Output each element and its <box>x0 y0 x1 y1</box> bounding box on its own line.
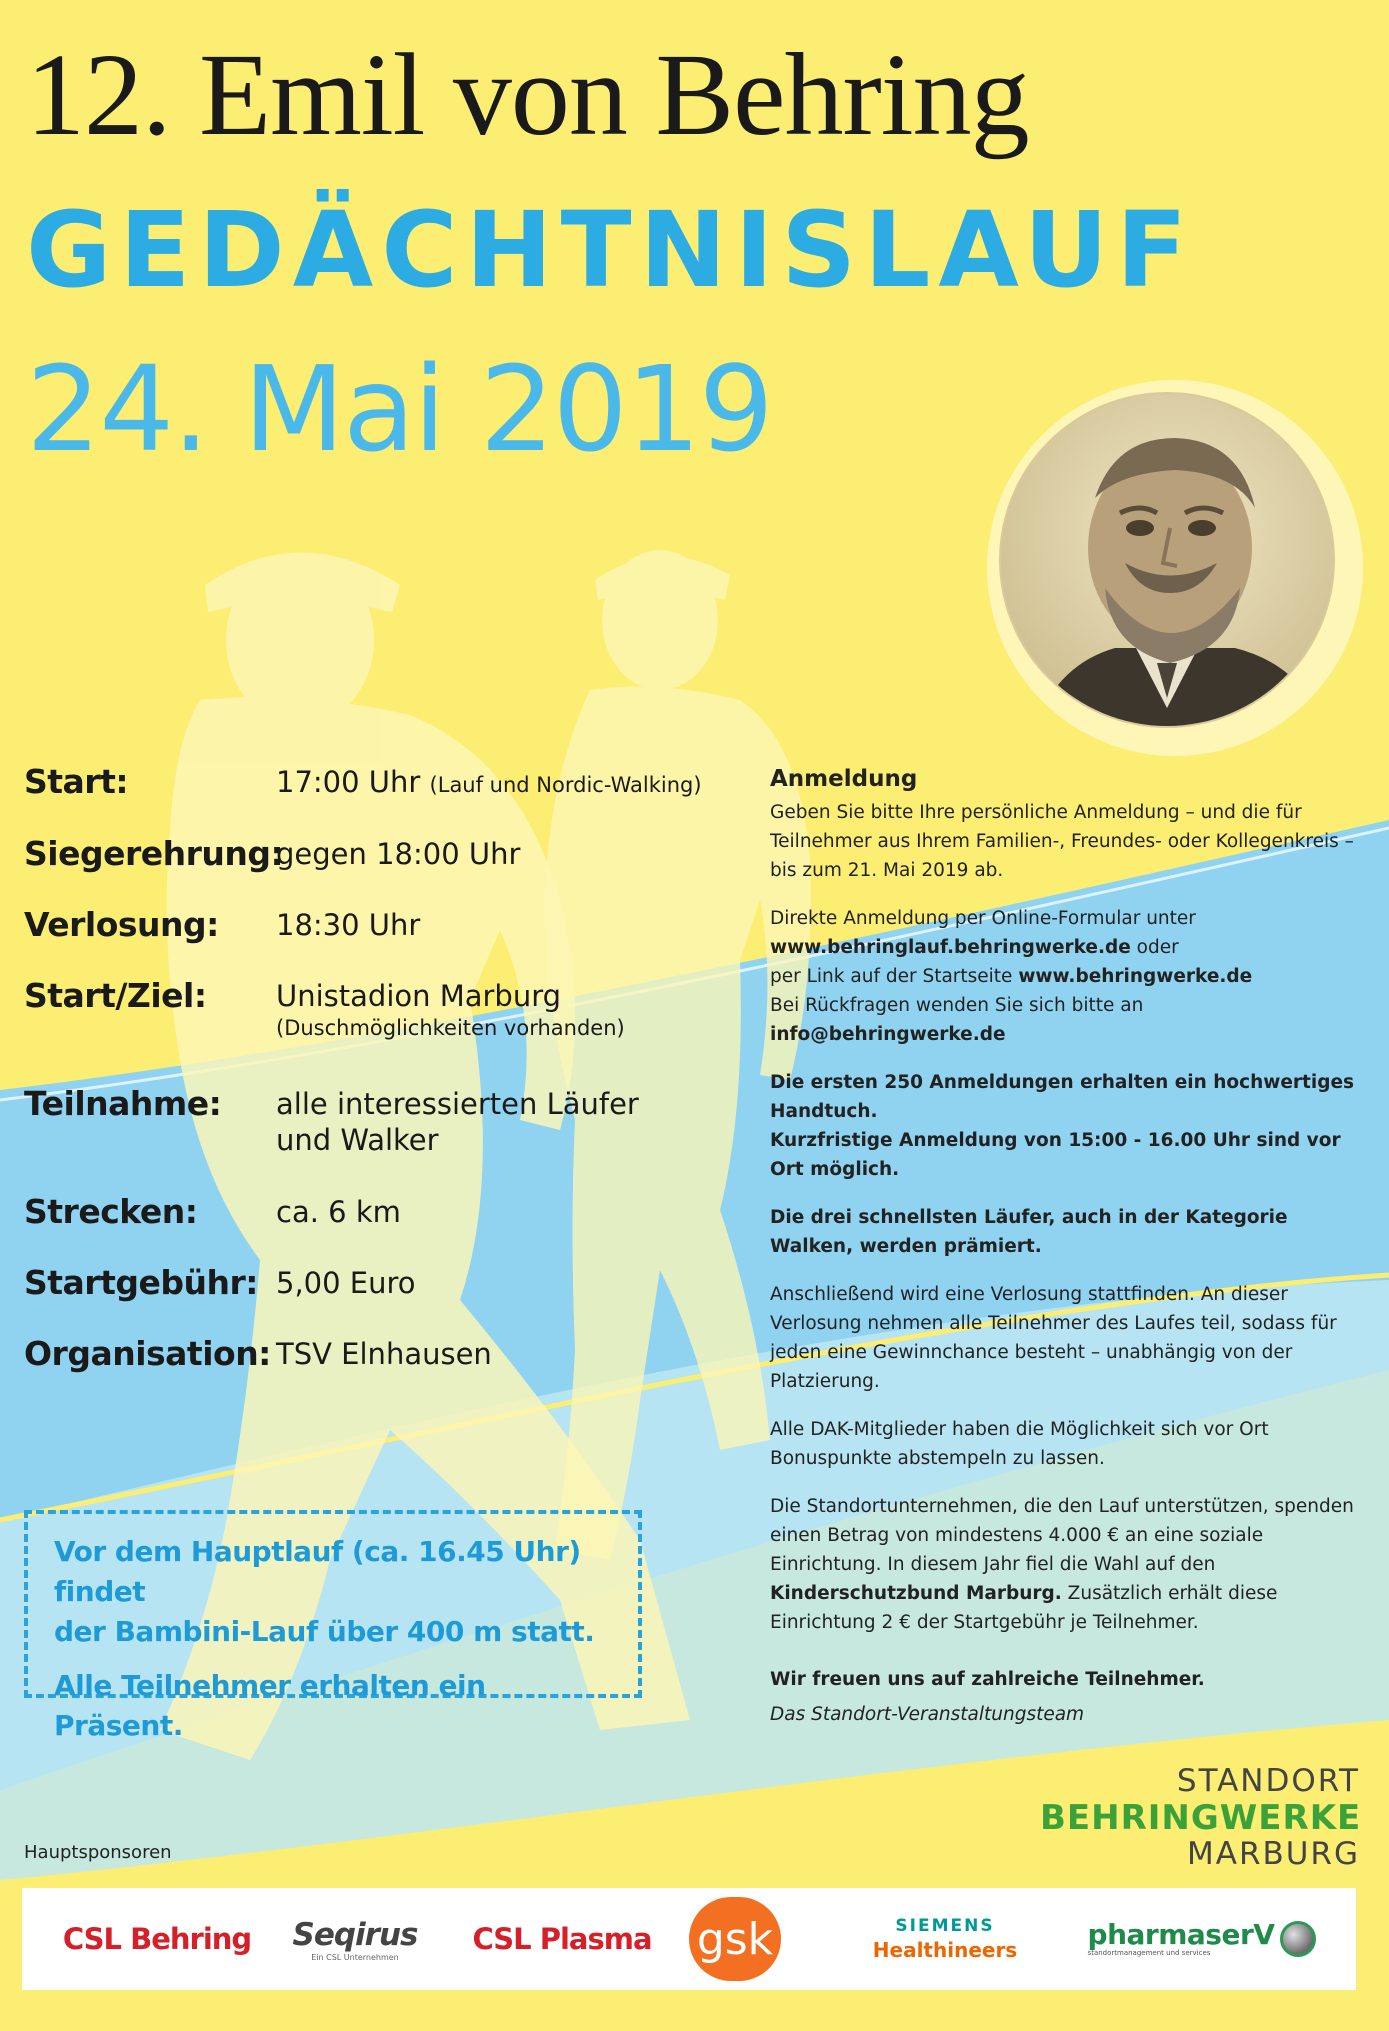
fact-label: Start: <box>24 762 129 801</box>
venue-note: (Duschmöglichkeiten vorhanden) <box>276 1016 625 1040</box>
info-paragraph: Geben Sie bitte Ihre persönliche Anmeldung – und die für Teilnehmer aus Ihrem Familien-, Freundes- oder Kollegenkreis – bis zum 21. Mai 2019 ab. <box>770 802 1354 881</box>
info-paragraph-links <box>770 904 1375 1049</box>
awards-note: Die drei schnellsten Läufer, auch in der Kategorie Walken, werden prämiert. <box>770 1207 1288 1257</box>
pharmaserv-subtitle: standortmanagement und services <box>1087 1948 1211 1957</box>
notice-line: Vor dem Hauptlauf (ca. 16.45 Uhr) findet <box>54 1535 581 1608</box>
info-paragraph: Anschließend wird eine Verlosung stattfinden. An dieser Verlosung nehmen alle Teilnehmer des Laufes teil, sodass für jeden eine Gewinnchance besteht – unabhängig von der Platzierung. <box>770 1284 1337 1392</box>
fact-label: Start/Ziel: <box>24 976 207 1015</box>
standort-line: STANDORT <box>1176 1763 1360 1799</box>
fact-label: Organisation: <box>24 1334 271 1373</box>
portrait-medallion <box>985 378 1365 758</box>
fact-label: Startgebühr: <box>24 1263 258 1302</box>
fact-label: Siegerehrung: <box>24 834 284 873</box>
siemens-healthineers-logo <box>840 1888 1050 1990</box>
sponsor-logo-bar <box>22 1888 1356 1990</box>
start-time: 17:00 Uhr <box>276 765 421 799</box>
info-paragraph: Alle DAK-Mitglieder haben die Möglichkeit sich vor Ort Bonuspunkte abstempeln zu lassen. <box>770 1419 1269 1469</box>
registration-heading: Anmeldung <box>770 766 918 792</box>
csl-behring-logo: CSL Behring <box>62 1922 252 1956</box>
closing-line <box>770 1665 1375 1694</box>
towel-note: Die ersten 250 Anmeldungen erhalten ein hochwertiges Handtuch. <box>770 1072 1354 1122</box>
gsk-badge: gsk <box>689 1897 781 1981</box>
info-text: Direkte Anmeldung per Online-Formular unter <box>770 908 1196 929</box>
homepage-url-link[interactable]: www.behringwerke.de <box>1018 966 1253 987</box>
start-note: (Lauf und Nordic-Walking) <box>429 773 702 797</box>
signature-line <box>770 1700 1375 1729</box>
bambini-notice-box <box>24 1510 642 1742</box>
fact-label: Verlosung: <box>24 905 219 944</box>
fact-value: 18:30 Uhr <box>276 908 421 942</box>
fact-value: gegen 18:00 Uhr <box>276 837 521 871</box>
registration-url-link[interactable]: www.behringlauf.behringwerke.de <box>770 937 1131 958</box>
info-text: Bei Rückfragen wenden Sie sich bitte an <box>770 995 1144 1016</box>
charity-name: Kinderschutzbund Marburg. <box>770 1583 1062 1604</box>
info-text: Die Standortunternehmen, die den Lauf unterstützen, spenden einen Betrag von mindestens 4.000 € an eine soziale Einrichtung. In diesem Jahr fiel die Wahl auf den <box>770 1496 1354 1575</box>
info-paragraph-bold <box>770 1203 1375 1261</box>
fact-value <box>276 1086 736 1158</box>
participants-line1: alle interessierten Läufer <box>276 1087 639 1121</box>
registration-info <box>770 762 1375 1748</box>
signature-text: Das Standort-Veranstaltungsteam <box>770 1704 1085 1725</box>
late-registration-note: Kurzfristige Anmeldung von 15:00 - 16.00 Uhr sind vor Ort möglich. <box>770 1130 1341 1180</box>
seqirus-logo <box>290 1888 420 1990</box>
behringwerke-line: BEHRINGWERKE <box>1040 1798 1362 1838</box>
info-paragraph-donation <box>770 1492 1375 1637</box>
csl-plasma-logo: CSL Plasma <box>472 1922 652 1956</box>
headline-gedaechtnislauf: GEDÄCHTNISLAUF <box>26 189 1196 311</box>
contact-email-link[interactable]: info@behringwerke.de <box>770 1024 1006 1045</box>
fact-value <box>276 978 736 1042</box>
headline-date: 24. Mai 2019 <box>26 340 772 478</box>
gsk-logo <box>687 1888 783 1990</box>
venue: Unistadion Marburg <box>276 979 562 1013</box>
notice-line: der Bambini-Lauf über 400 m statt. <box>54 1615 595 1648</box>
pharmaserv-logo <box>1077 1888 1327 1990</box>
info-paragraph-bold <box>770 1068 1375 1184</box>
pharmaserv-name: pharmaserV <box>1087 1917 1275 1951</box>
closing-text: Wir freuen uns auf zahlreiche Teilnehmer. <box>770 1669 1205 1690</box>
notice-line: Alle Teilnehmer erhalten ein Präsent. <box>54 1669 486 1742</box>
pharmaserv-text <box>1087 1917 1275 1957</box>
seqirus-name: Seqirus <box>292 1916 418 1953</box>
healthineers-name: Healthineers <box>872 1938 1018 1962</box>
seqirus-subtitle: Ein CSL Unternehmen <box>311 1952 399 1962</box>
fact-value: ca. 6 km <box>276 1195 401 1229</box>
siemens-name: SIEMENS <box>895 1916 995 1936</box>
marburg-line: MARBURG <box>1186 1836 1360 1872</box>
participants-line2: und Walker <box>276 1123 439 1157</box>
fact-value: 5,00 Euro <box>276 1266 416 1300</box>
standort-logo <box>1040 1763 1362 1872</box>
pharmaserv-wrap <box>1087 1917 1317 1957</box>
info-text: oder <box>1130 937 1179 958</box>
fact-label: Strecken: <box>24 1192 198 1231</box>
headline-event-name: 12. Emil von Behring <box>26 29 1029 160</box>
fact-label: Teilnahme: <box>24 1084 222 1123</box>
fact-value <box>276 764 736 803</box>
sponsors-label: Hauptsponsoren <box>24 1842 172 1863</box>
fact-value: TSV Elnhausen <box>276 1337 492 1371</box>
info-text: Zusätzlich erhält diese Einrichtung 2 € der Startgebühr je Teilnehmer. <box>770 1583 1278 1633</box>
info-text: per Link auf der Startseite <box>770 966 1019 987</box>
sphere-icon <box>1280 1921 1316 1957</box>
